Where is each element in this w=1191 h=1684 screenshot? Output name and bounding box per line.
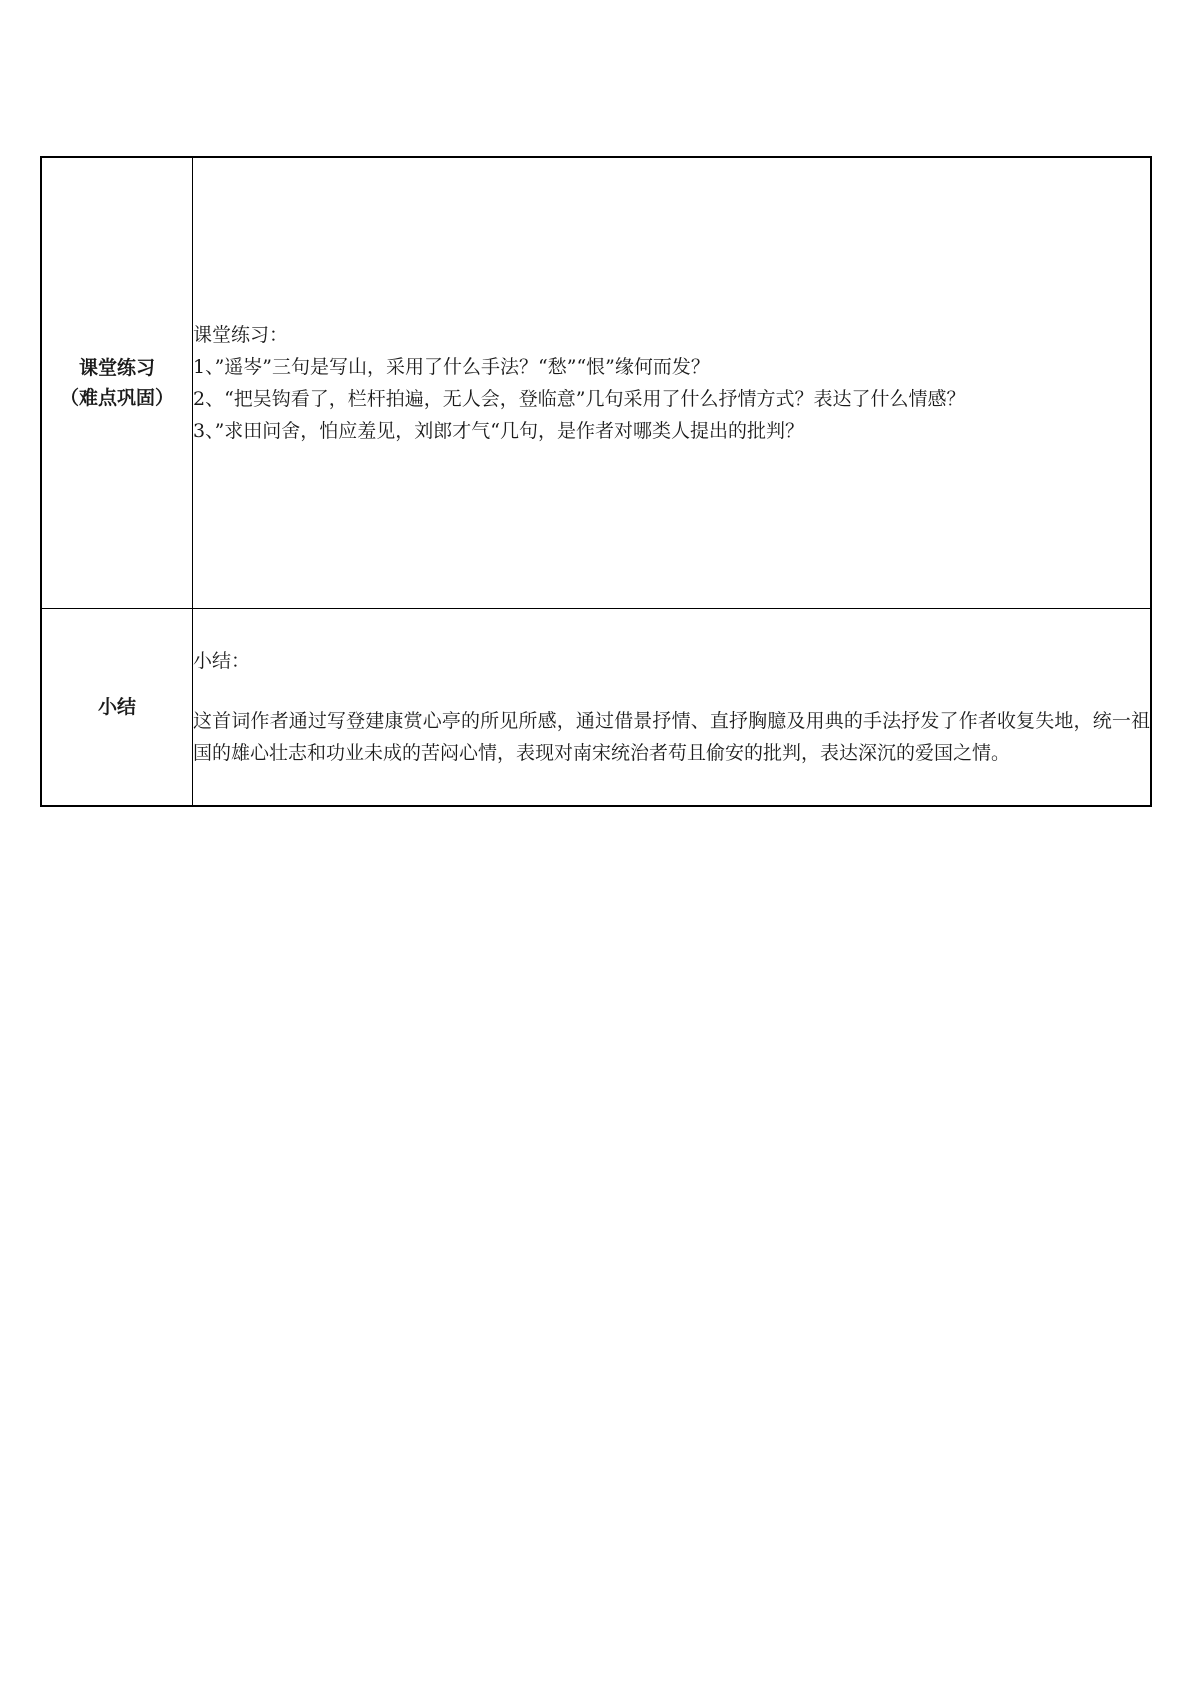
practice-question-3: 3、”求田问舍，怕应羞见，刘郎才气“几句，是作者对哪类人提出的批判？ [193, 420, 805, 442]
lesson-plan-table [40, 156, 1152, 807]
table-row-summary [41, 609, 1151, 807]
practice-label-subtitle: （难点巩固） [59, 387, 174, 409]
practice-content-cell [193, 157, 1152, 609]
practice-question-1: 1、”遥岑”三句是写山，采用了什么手法？“愁”“恨”缘何而发？ [193, 356, 710, 378]
table-row-practice [41, 157, 1151, 609]
summary-content-cell [193, 609, 1152, 807]
summary-content [193, 645, 1150, 769]
practice-question-2: 2、“把吴钩看了，栏杆拍遍，无人会，登临意”几句采用了什么抒情方式？表达了什么情感？ [193, 388, 966, 410]
summary-label-cell [41, 609, 193, 807]
practice-content [193, 319, 1150, 447]
practice-label-title: 课堂练习 [78, 357, 155, 379]
summary-body: 这首词作者通过写登建康赏心亭的所见所感，通过借景抒情、直抒胸臆及用典的手法抒发了作者收复失地，统一祖国的雄心壮志和功业未成的苦闷心情，表现对南宋统治者苟且偷安的批判，表达深沉的爱国之情。 [193, 710, 1150, 764]
summary-label: 小结 [97, 696, 136, 718]
summary-heading: 小结： [193, 650, 251, 672]
practice-heading: 课堂练习： [193, 324, 289, 346]
practice-label-cell [41, 157, 193, 609]
